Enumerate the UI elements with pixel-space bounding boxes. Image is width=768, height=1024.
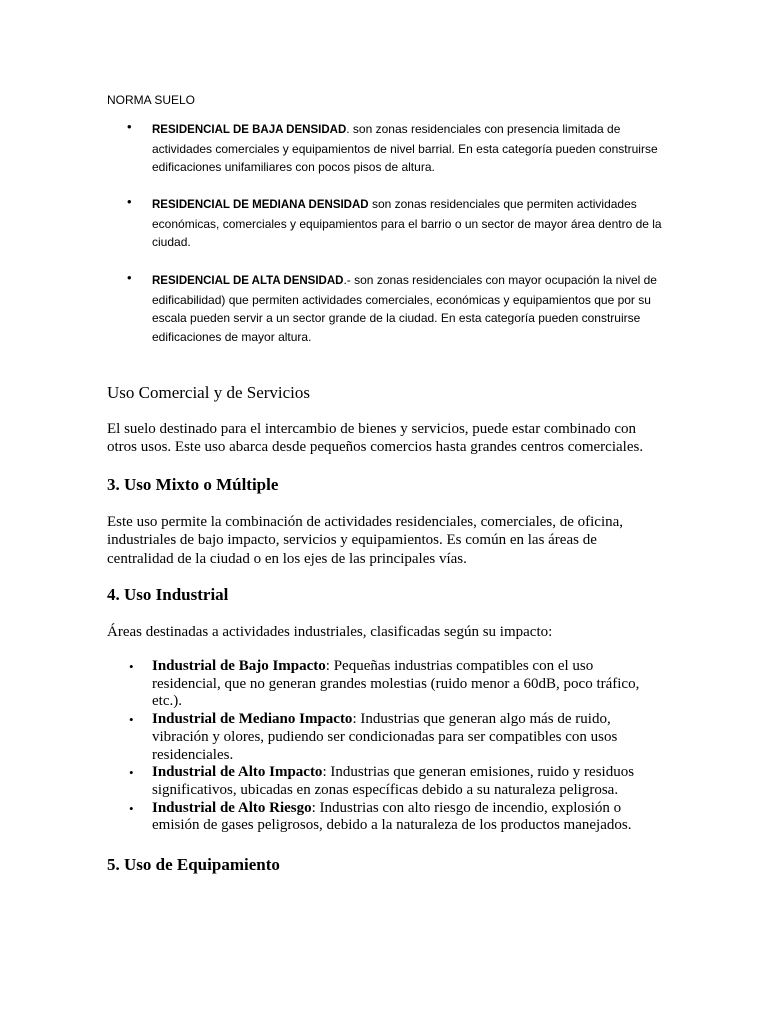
zone-description: .- son zonas residenciales con mayor ocupación la nivel de edificabilidad) que permiten actividades comerciales, económicas y equipamientos que por su escala pueden servir a un sector grande de la ciudad. En esta categoría pueden construirse edificaciones de mayor altura. [152,273,657,345]
bullet-icon: • [129,800,134,816]
section-text-commercial: El suelo destinado para el intercambio de bienes y servicios, puede estar combinado con otros usos. Este uso abarca desde pequeños comercios hasta grandes centros comerciales. [107,421,644,456]
zone-description: son zonas residenciales que permiten actividades económicas, comerciales y equipamientos para el barrio o un sector de mayor área dentro de la ciudad. [152,197,662,250]
section-heading-commercial: Uso Comercial y de Servicios [107,383,311,402]
section-heading-mixed: 3. Uso Mixto o Múltiple [107,475,279,494]
section-heading-equipment: 5. Uso de Equipamiento [107,855,280,874]
industrial-term: Industrial de Alto Riesgo [152,799,312,816]
industrial-term: Industrial de Bajo Impacto [152,658,326,674]
list-item-body [152,271,667,347]
industrial-term: Industrial de Mediano Impacto [152,711,353,728]
list-item [107,711,647,764]
document-title: NORMA SUELO [107,93,196,107]
bullet-icon: • [127,270,132,285]
industrial-description: : Pequeñas industrias compatibles con el uso residencial, que no generan grandes molestias (ruido menor a 60dB, poco tráfico, etc.). [152,658,640,710]
zone-term: RESIDENCIAL DE ALTA DENSIDAD [152,275,344,287]
bullet-icon: • [129,765,134,781]
bullet-icon: • [127,194,132,209]
list-item-body [152,195,667,252]
bullet-icon: • [127,119,132,134]
section-text-mixed: Este uso permite la combinación de actividades residenciales, comerciales, de oficina, industriales de bajo impacto, servicios y equipamientos. Es común en las áreas de centralidad de la ciudad o en los ejes de las principales vías. [107,514,624,567]
zone-description: . son zonas residenciales con presencia limitada de actividades comerciales y equipamientos de nivel barrial. En esta categoría pueden construirse edificaciones unifamiliares con pocos pisos de altura. [152,122,658,175]
list-item-body [152,120,667,177]
zone-term: RESIDENCIAL DE BAJA DENSIDAD [152,124,347,136]
section-heading-industrial: 4. Uso Industrial [107,585,229,604]
industrial-description: : Industrias que generan algo más de ruido, vibración y olores, pudiendo ser condicionadas para ser compatibles con usos residenciales. [152,711,618,763]
zone-term: RESIDENCIAL DE MEDIANA DENSIDAD [152,199,369,211]
bullet-icon: • [129,712,134,728]
section-intro-industrial: Áreas destinadas a actividades industriales, clasificadas según su impacto: [107,624,553,640]
industrial-description: : Industrias con alto riesgo de incendio, explosión o emisión de gases peligrosos, debido a la naturaleza de los productos manejados. [152,799,632,834]
industrial-term: Industrial de Alto Impacto [152,764,323,781]
list-item [107,658,647,711]
industrial-type-list [107,658,647,835]
list-item [107,800,647,835]
bullet-icon: • [129,659,134,674]
industrial-description: : Industrias que generan emisiones, ruido y residuos significativos, ubicadas en zonas específicas debido a su naturaleza peligrosa. [152,764,635,798]
list-item [107,764,647,799]
